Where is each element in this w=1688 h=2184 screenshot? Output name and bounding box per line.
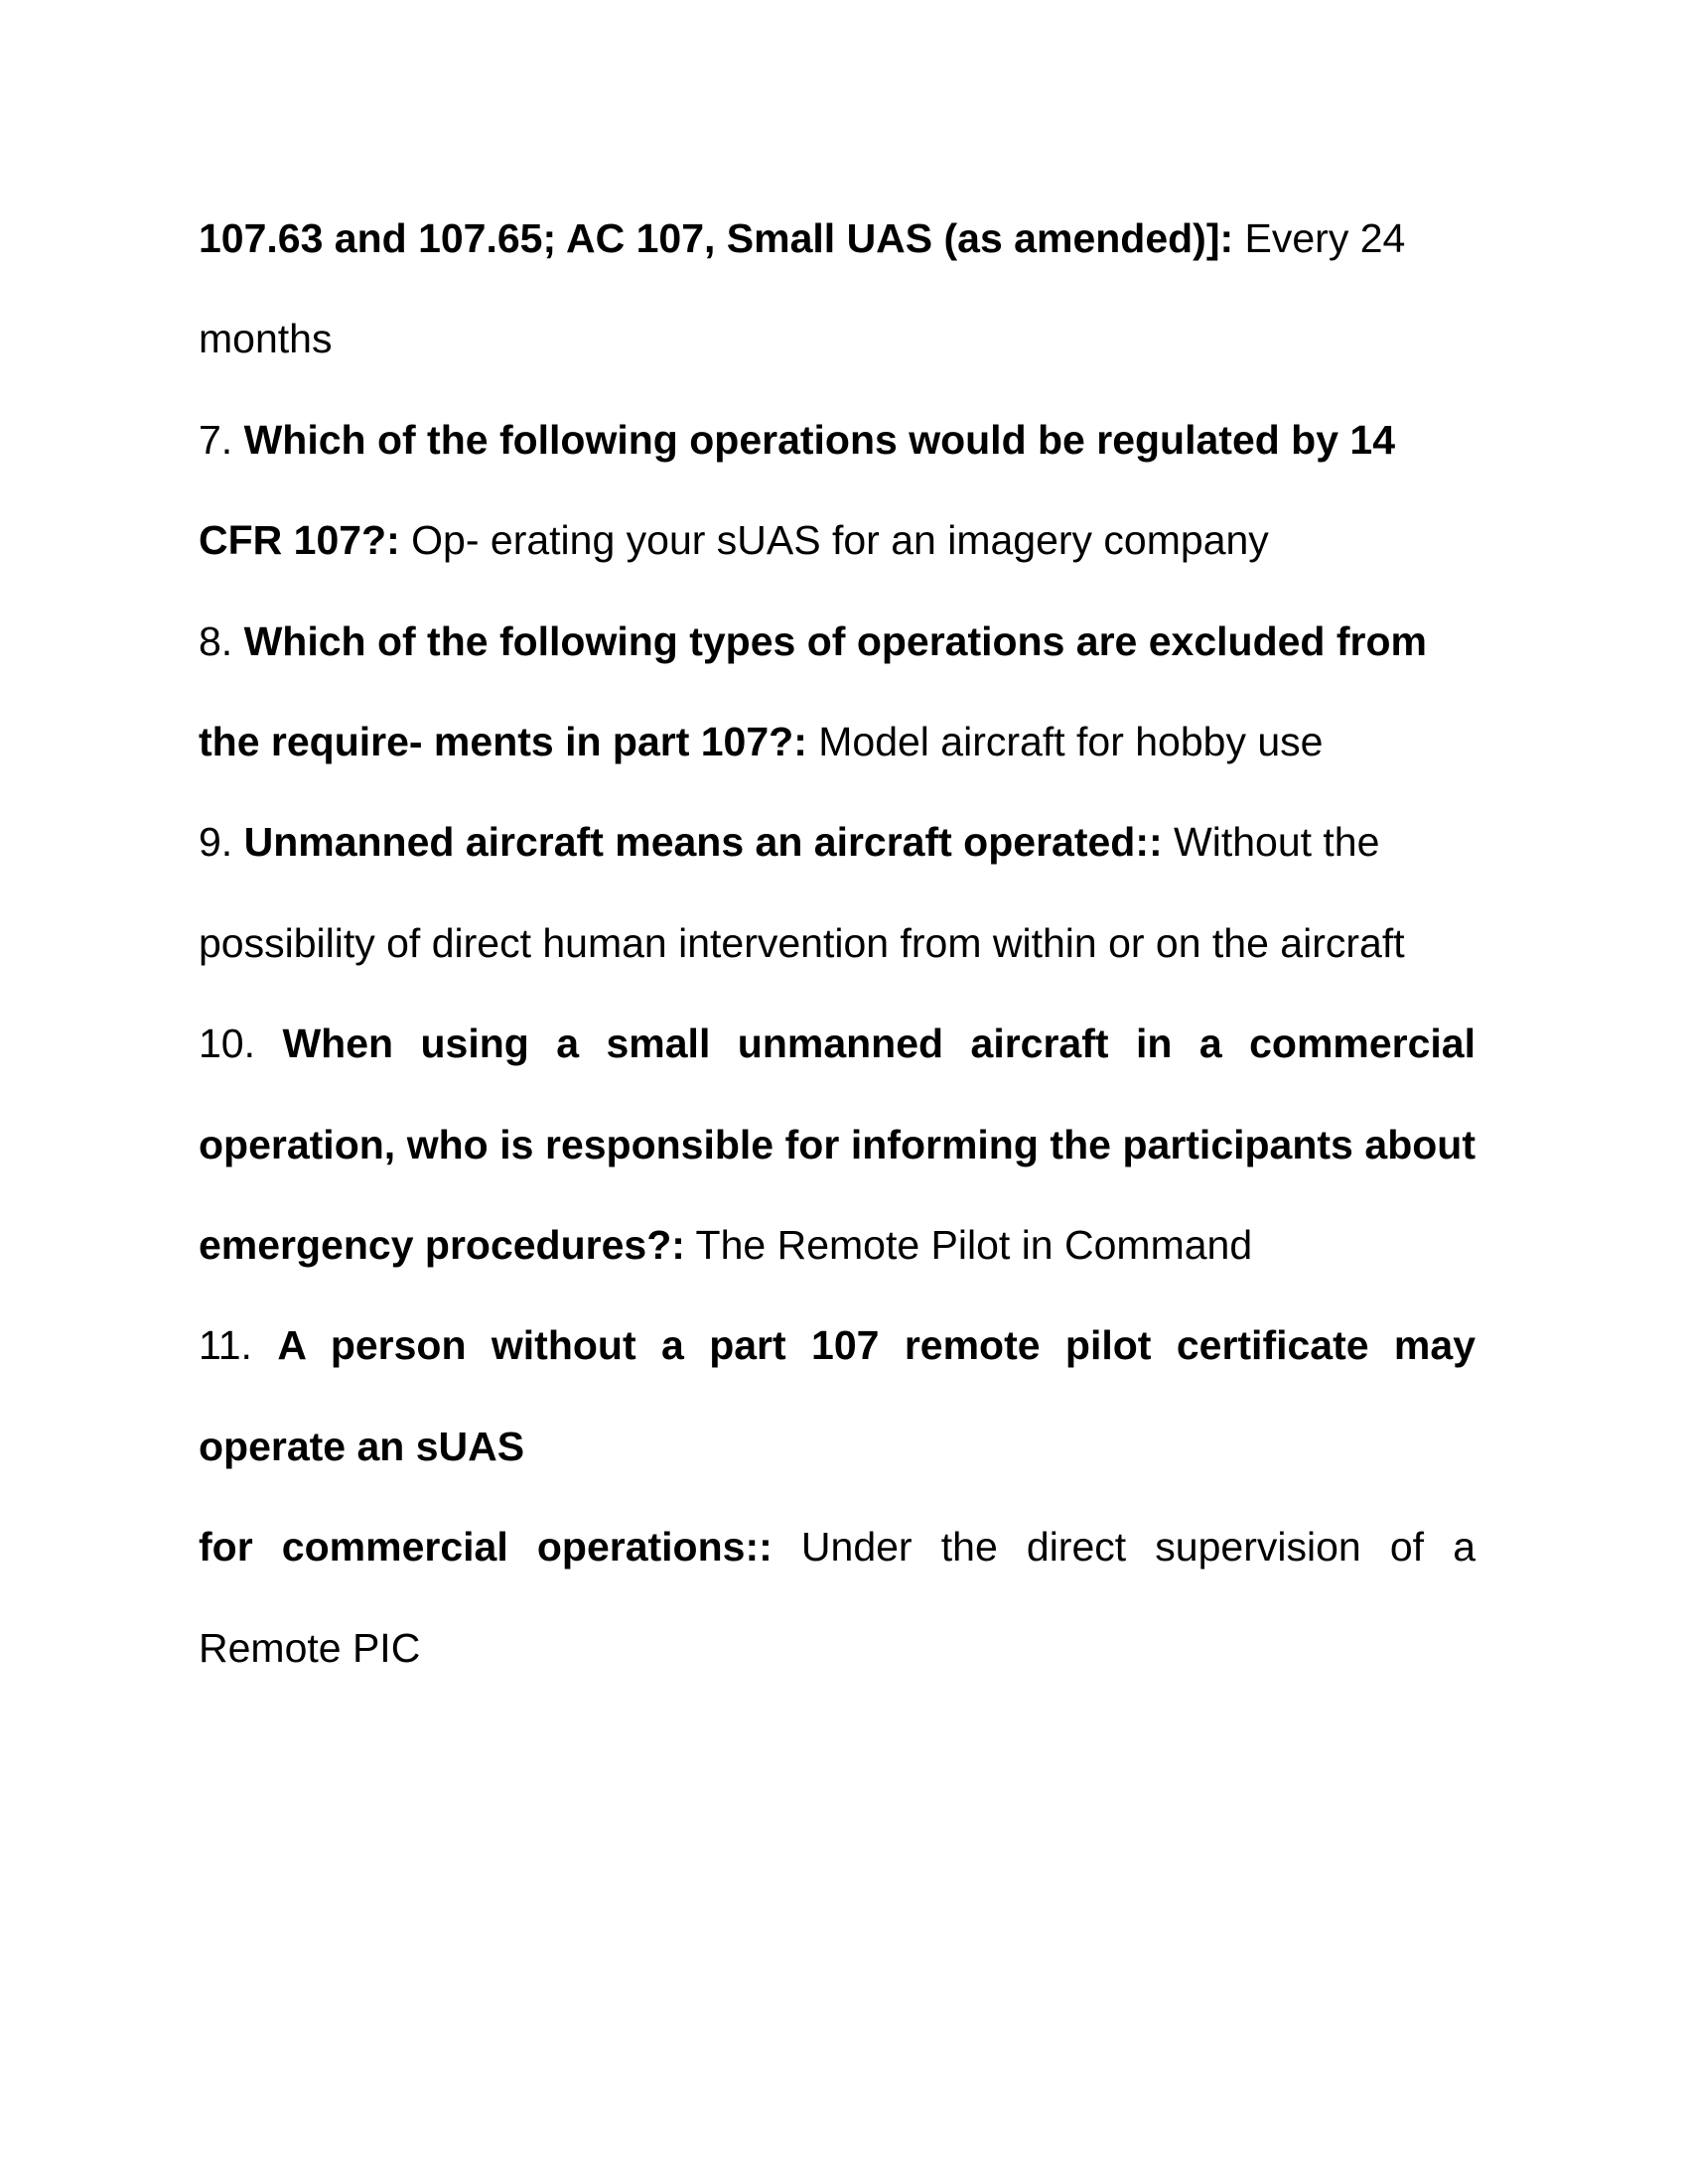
answer-text: Without the possibility of direct human intervention from within or on the aircraft [199,819,1405,966]
item-number: 9. [199,819,244,866]
item-number: 7. [199,416,244,463]
item-number: 8. [199,617,244,664]
question-text: Which of the following types of operations are excluded from the require- ments in part 107?: [199,617,1427,765]
question-text: Which of the following operations would be regulated by 14 CFR 107?: [199,416,1396,564]
answer-text: Every 24 months [199,215,1406,362]
question-text: for commercial operations:: [199,1524,773,1570]
question-text: 107.63 and 107.65; AC 107, Small UAS (as amended)]: [199,215,1234,261]
question-text: A person without a part 107 remote pilot certificate may operate an sUAS [199,1322,1476,1469]
qa-item-9 [199,792,1476,994]
answer-text: Under the direct supervision of a Remote PIC [199,1524,1476,1671]
item-number: 11. [199,1322,278,1369]
answer-text: Op- erating your sUAS for an imagery company [399,517,1269,564]
answer-text: Model aircraft for hobby use [806,719,1324,765]
item-number: 10. [199,1021,283,1067]
document-page [199,189,1476,1699]
qa-item-11 [199,1296,1476,1497]
question-text: When using a small unmanned aircraft in a commercial operation, who is responsible for informing the participants about emergency procedures?: [199,1021,1476,1269]
qa-item-7 [199,390,1476,592]
answer-text: The Remote Pilot in Command [684,1222,1253,1269]
question-text: Unmanned aircraft means an aircraft operated:: [243,819,1163,866]
qa-item-6-continued [199,189,1476,390]
qa-item-11-continued [199,1497,1476,1699]
qa-item-8 [199,592,1476,793]
qa-item-10 [199,994,1476,1296]
